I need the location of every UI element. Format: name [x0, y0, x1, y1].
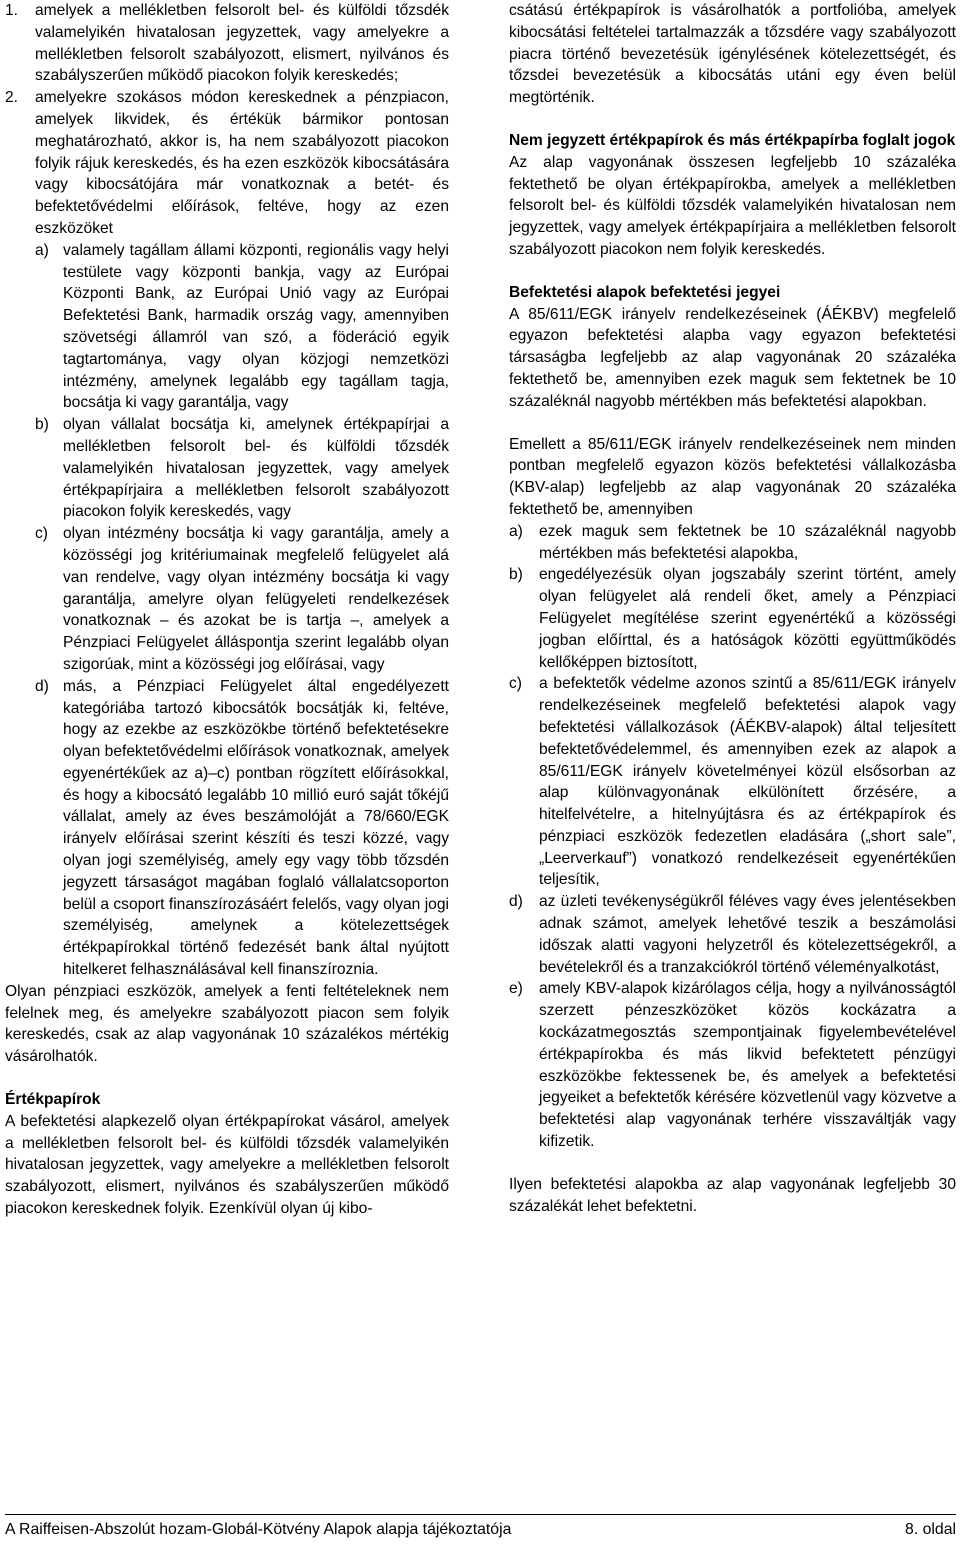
sub-item-label: a): [35, 241, 49, 259]
sub-item-label: c): [35, 525, 48, 543]
sub-item-text: a befektetők védelme azonos szintű a 85/611/EGK irányelv rendelkezéseinek megfelelő befektetési alapok vagy befektetési vállalkozások (ÁÉKBV-alapok) által teljesített befektetővédelemmel, és amennyiben ezek az alapok a 85/611/EGK irányelv követelményei közül elsősorban az alap különvagyonának elkülönített őrzésére, a hitelfelvételre, a hitelnyújtásra és az értékpapírok és pénzpiaci eszközök fedezetlen eladására („short sale”, „Leerverkauf”) vonatkozó rendelkezéseit egyenértékűen teljesítik,: [539, 675, 956, 889]
sub-item-a: [509, 521, 956, 565]
sub-item-c: [35, 523, 449, 676]
funds-paragraph: A 85/611/EGK irányelv rendelkezéseinek (ÁÉKBV) megfelelő egyazon befektetési alapba vagy egyazon befektetési társaságba legfeljebb az alap vagyonának 20 százaléka fektethető be, amennyiben ezek maguk sem fektetnek be 10 százaléknál nagyobb mértékben más befektetési alapokban.: [509, 305, 956, 410]
left-column: [5, 0, 449, 1220]
section-heading-securities: Értékpapírok: [5, 1091, 101, 1109]
footer-title: A Raiffeisen-Abszolút hozam-Globál-Kötvény Alapok alapja tájékoztatója: [5, 1521, 512, 1538]
list-item-text: amelyek a mellékletben felsorolt bel- és külföldi tőzsdék valamelyikén hivatalosan jegyzettek, vagy amelyekre a mellékletben felsorolt szabályozott, elismert, nyilvános és szabályszerűen működő piacokon folyik kereskedés;: [35, 2, 449, 85]
sub-item-label: e): [509, 980, 523, 998]
sub-item-text: engedélyezésük olyan jogszabály szerint történt, amely olyan felügyelet alá rendeli őket, amely a Pénzpiaci Felügyelet megítélése szerint egyenértékű a közösségi jogban előírttal, és a hatóságok közötti együttműködés kellőképpen biztosított,: [539, 566, 956, 671]
list-number: 1.: [5, 2, 19, 19]
section-heading-unlisted: Nem jegyzett értékpapírok és más értékpapírba foglalt jogok: [509, 131, 956, 149]
sub-item-text: az üzleti tevékenységükről féléves vagy éves jelentésekben adnak számot, amelyek lehetővé teszik a beszámolási időszak alatti vagyoni helyzetről és kötelezettségekről, a bevételekről és a tranzakciókról történő véleményalkotást,: [539, 893, 956, 976]
closing-paragraph: Ilyen befektetési alapokba az alap vagyonának legfeljebb 30 százalékát lehet befektetni.: [509, 1175, 956, 1215]
sub-item-text: amely KBV-alapok kizárólagos célja, hogy a nyilvánosságtól szerzett pénzeszközöket közös kockázatra a kockázatmegosztás szempontjainak figyelembevételével értékpapírokba és más likvid befektetett pénzügyi eszközökbe fektessenek be, és amelyek a befektetési jegyeiket a befektetők kérésére közvetlenül vagy közvetve a befektetési alap vagyonának terhére visszaváltják vagy kifizetik.: [539, 980, 956, 1151]
sub-item-text: olyan intézmény bocsátja ki vagy garantálja, amely a közösségi jog kritériumainak megfelelő felügyelet alá van rendelve, vagy olyan intézmény bocsátja ki vagy garantálja, amelyre olyan felügyeleti rendelkezések vonatkoznak – és azokat be is tartja –, amelyek a Pénzpiaci Felügyelet álláspontja szerint legalább olyan szigorúak, mint a közösségi jog előírásai, vagy: [63, 525, 449, 673]
sub-item-label: c): [509, 675, 522, 693]
sub-item-label: d): [509, 893, 523, 911]
sub-item-d: [35, 676, 449, 981]
page-footer: [5, 1514, 956, 1539]
sub-item-label: b): [509, 566, 523, 584]
list-number: 2.: [5, 89, 19, 107]
sub-item-a: [35, 240, 449, 414]
sub-item-d: [509, 891, 956, 978]
sub-item-text: más, a Pénzpiaci Felügyelet által engedélyezett kategóriába tartozó kibocsátók bocsátják ki, feltéve, hogy az ezekbe az eszközökbe történő befektetésekre olyan befektetővédelmi előírások vonatkoznak, amelyek egyenértékűek az a)–c) pontban rögzített előírásokkal, és hogy a kibocsátó legalább 10 millió euró saját tőkéjű vállalat, amely az éves beszámolóját a 78/660/EGK irányelv előírásai szerint készíti és teszi közzé, vagy olyan jogi személyiség, amely egy vagy több tőzsdén jegyzett társaságot magában foglaló vállalatcsoporton belül a csoport finanszírozásáért felelős, vagy olyan jogi személyiség, amelynek a kötelezettségek értékpapírokkal történő fedezését bank által nyújtott hitelkeret felhasználásával kell finanszíroznia.: [63, 677, 449, 979]
list-item-2: [5, 87, 449, 240]
funds-paragraph-2: Emellett a 85/611/EGK irányelv rendelkezéseinek nem minden pontban megfelelő egyazon közös befektetési vállalkozásba (KBV-alap) legfeljebb az alap vagyonának 20 százaléka fektethető be, amennyiben: [509, 435, 956, 518]
list-item-text: amelyekre szokásos módon kereskednek a pénzpiacon, amelyek likvidek, és értékük bármikor pontosan meghatározható, akkor is, ha nem szabályozott piacokon folyik rájuk kereskedés, és ha ezen eszközök kibocsátására vagy kibocsátójára már vonatkoznak a betét- és befektetővédelmi előírások, feltéve, hogy az ezen eszközöket: [35, 89, 449, 237]
continuation-paragraph: csátású értékpapírok is vásárolhatók a portfolióba, amelyek kibocsátási feltételei tartalmazzák a tőzsdére vagy szabályozott piacra történő bevezetésük igénylésének kötelezettségét, és tőzsdei bevezetésük a kibocsátás utáni egy éven belül megtörténik.: [509, 2, 956, 107]
list-item-1: [5, 0, 449, 87]
closing-paragraph: Olyan pénzpiaci eszközök, amelyek a fenti feltételeknek nem felelnek meg, és amelyekre szabályozott piacon sem folyik kereskedés, csak az alap vagyonának 10 százalékos mértékig vásárolhatók.: [5, 982, 449, 1066]
sub-item-text: ezek maguk sem fektetnek be 10 százaléknál nagyobb mértékben más befektetési alapokba,: [539, 522, 956, 562]
page-number: 8. oldal: [905, 1521, 956, 1538]
section-heading-funds: Befektetési alapok befektetési jegyei: [509, 283, 781, 301]
right-column: [509, 0, 956, 1217]
sub-item-label: b): [35, 416, 49, 434]
sub-item-b: [509, 564, 956, 673]
unlisted-paragraph: Az alap vagyonának összesen legfeljebb 10 százaléka fektethető be olyan értékpapírokba, amelyek a mellékletben felsorolt bel- és külföldi tőzsdék valamelyikén hivatalosan nem jegyzettek, vagy amelyek értékpapírjaira a mellékletben felsorolt szabályozott piacokon nem folyik kereskedés.: [509, 153, 956, 258]
sub-item-c: [509, 673, 956, 891]
sub-item-b: [35, 414, 449, 523]
sub-item-label: a): [509, 522, 523, 540]
sub-item-text: olyan vállalat bocsátja ki, amelynek értékpapírjai a mellékletben felsorolt bel- és külföldi tőzsdék valamelyikén hivatalosan jegyzettek, vagy amelyek értékpapírjaira a mellékletben felsorolt szabályozott piacokon folyik kereskedés, vagy: [63, 416, 449, 521]
securities-paragraph: A befektetési alapkezelő olyan értékpapírokat vásárol, amelyek a mellékletben felsorolt bel- és külföldi tőzsdék valamelyikén hivatalosan jegyzettek, vagy amelyekre a mellékletben felsorolt szabályozott, elismert, nyilvános és szabályszerűen működő piacokon kereskednek folyik. Ezenkívül olyan új kibo-: [5, 1112, 449, 1218]
sub-item-e: [509, 978, 956, 1152]
sub-item-label: d): [35, 677, 49, 695]
sub-item-text: valamely tagállam állami központi, regionális vagy helyi testülete vagy központi bankja, vagy az Európai Központi Bank, az Európai Unió vagy az Európai Befektetési Bank, harmadik ország vagy, amennyiben szövetségi államról van szó, a föderáció egyik tagtartománya, vagy olyan közjogi nemzetközi intézmény, amelynek legalább egy tagállam tagja, bocsátja ki vagy garantálja, vagy: [63, 241, 449, 412]
